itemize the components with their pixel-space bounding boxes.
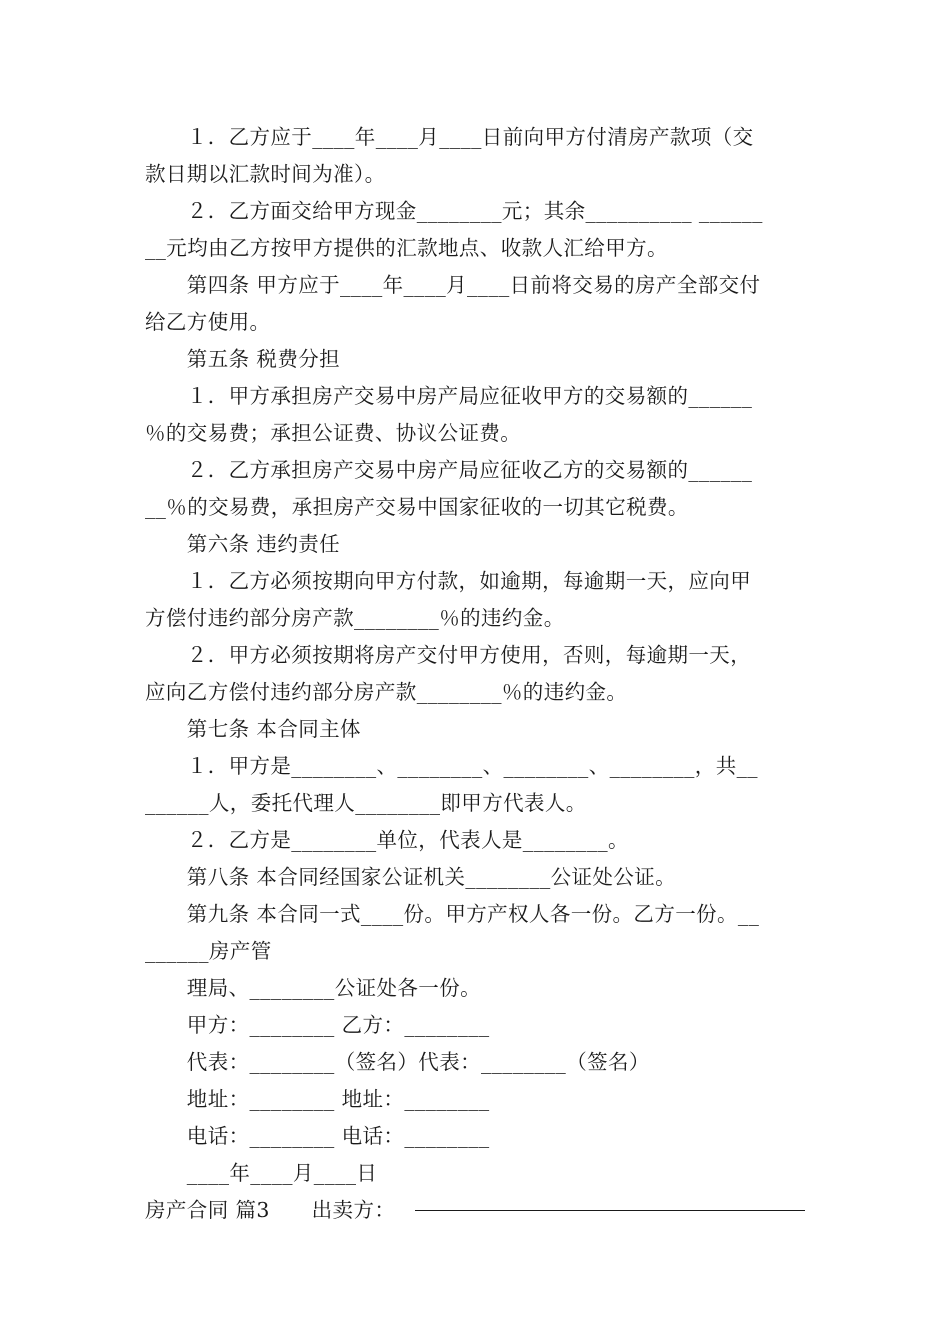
text-line: 方偿付违约部分房产款________％的违约金。 bbox=[145, 606, 565, 630]
address-line: 地址：________ 地址：________ bbox=[145, 1087, 490, 1111]
text-line: １．甲方是________、________、________、________，共__ bbox=[145, 754, 758, 778]
text-line: ２．甲方必须按期将房产交付甲方使用，否则，每逾期一天， bbox=[145, 643, 752, 667]
text-line: １．乙方应于____年____月____日前向甲方付清房产款项（交 bbox=[145, 125, 754, 149]
section-heading: 房产合同 篇3 出卖方： bbox=[145, 1198, 396, 1222]
text-line: __％的交易费，承担房产交易中国家征收的一切其它税费。 bbox=[145, 495, 689, 519]
text-line: １．乙方必须按期向甲方付款，如逾期，每逾期一天，应向甲 bbox=[145, 569, 752, 593]
text-line: ______人，委托代理人________即甲方代表人。 bbox=[145, 791, 587, 815]
text-line: ______房产管 bbox=[145, 939, 272, 963]
text-line: 款日期以汇款时间为准）。 bbox=[145, 162, 386, 186]
article-5-heading: 第五条 税费分担 bbox=[145, 347, 341, 371]
article-7-heading: 第七条 本合同主体 bbox=[145, 717, 361, 741]
text-line: 理局、________公证处各一份。 bbox=[145, 976, 481, 1000]
representative-line: 代表：________（签名）代表：________（签名） bbox=[145, 1050, 650, 1074]
date-line: ____年____月____日 bbox=[145, 1161, 378, 1185]
party-line: 甲方：________ 乙方：________ bbox=[145, 1013, 490, 1037]
seller-blank-line bbox=[415, 1210, 805, 1211]
text-line: 应向乙方偿付违约部分房产款________％的违约金。 bbox=[145, 680, 628, 704]
phone-line: 电话：________ 电话：________ bbox=[145, 1124, 490, 1148]
text-line: ２．乙方面交给甲方现金________元；其余__________ ______ bbox=[145, 199, 763, 223]
article-6-heading: 第六条 违约责任 bbox=[145, 532, 341, 556]
text-line: ２．乙方承担房产交易中房产局应征收乙方的交易额的______ bbox=[145, 458, 753, 482]
article-8: 第八条 本合同经国家公证机关________公证处公证。 bbox=[145, 865, 677, 889]
text-line: 给乙方使用。 bbox=[145, 310, 271, 334]
article-4: 第四条 甲方应于____年____月____日前将交易的房产全部交付 bbox=[145, 273, 761, 297]
text-line: ％的交易费；承担公证费、协议公证费。 bbox=[145, 421, 522, 445]
text-line: __元均由乙方按甲方提供的汇款地点、收款人汇给甲方。 bbox=[145, 236, 668, 260]
text-line: １．甲方承担房产交易中房产局应征收甲方的交易额的______ bbox=[145, 384, 753, 408]
article-9: 第九条 本合同一式____份。甲方产权人各一份。乙方一份。__ bbox=[145, 902, 760, 926]
text-line: ２．乙方是________单位，代表人是________。 bbox=[145, 828, 629, 852]
